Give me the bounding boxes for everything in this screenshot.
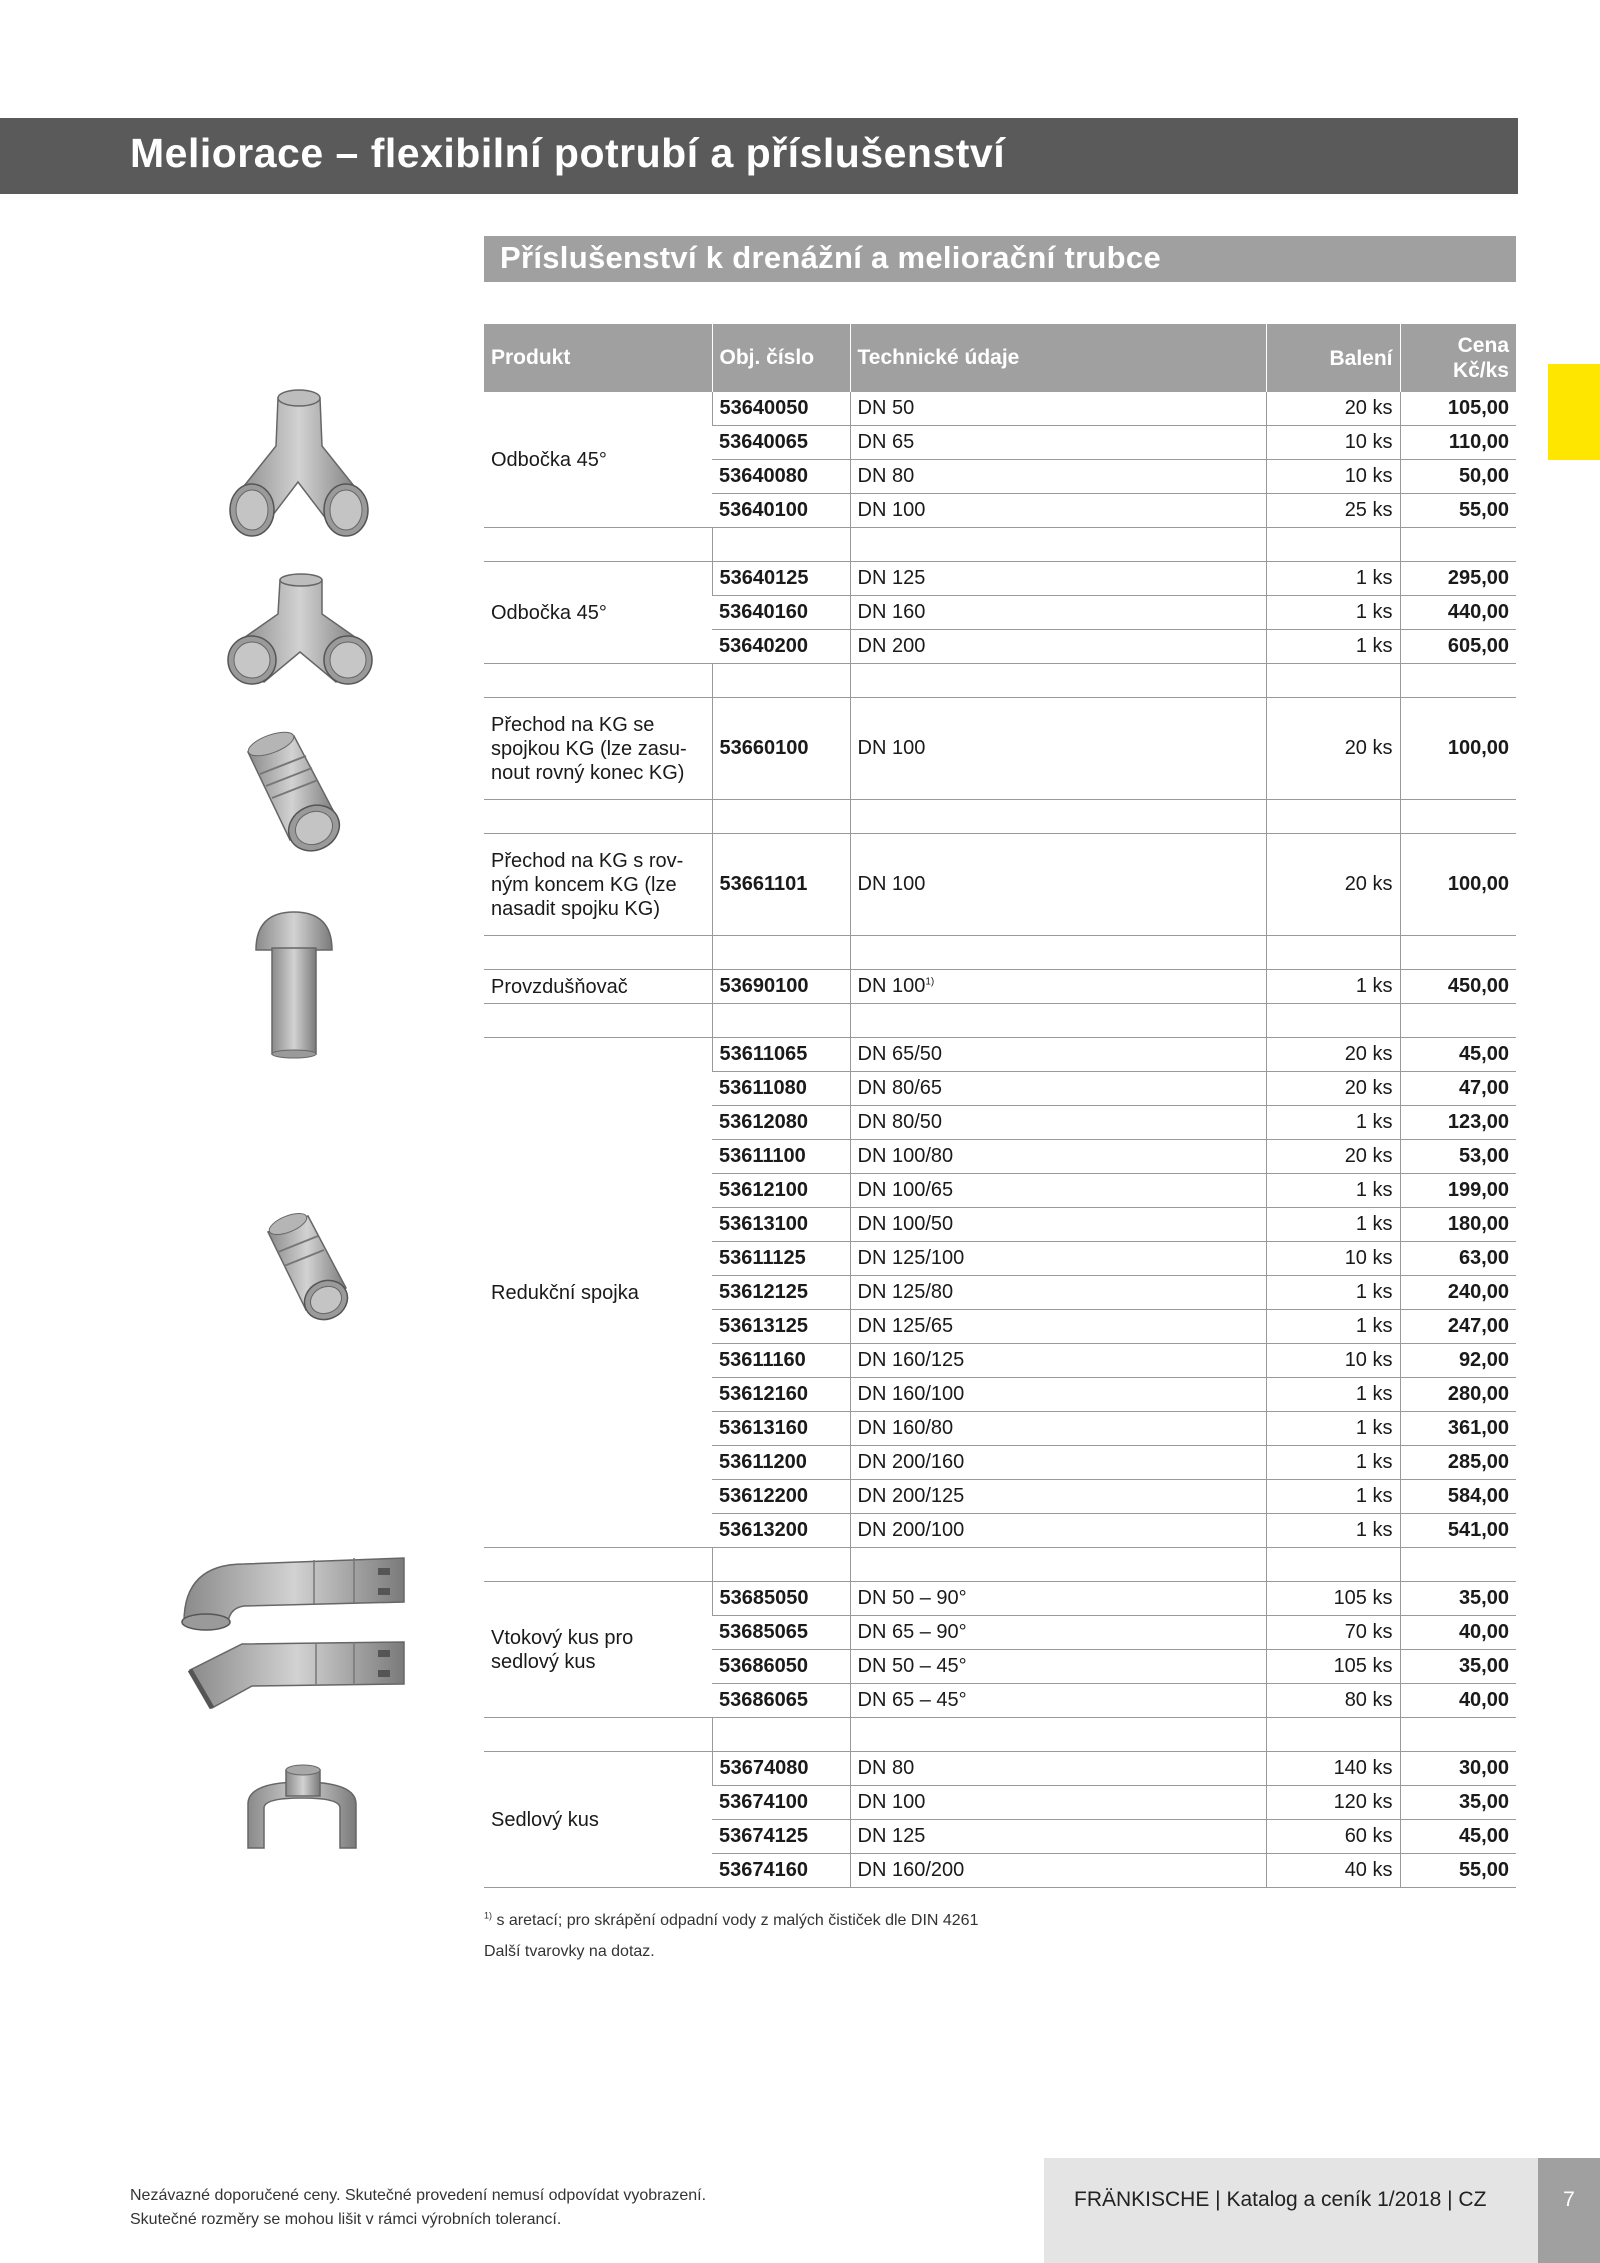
price-cell: 45,00 bbox=[1400, 1820, 1516, 1854]
saddle-piece-image bbox=[240, 1764, 364, 1854]
spacer-cell bbox=[850, 800, 1266, 834]
spacer-cell bbox=[484, 936, 712, 970]
packaging-cell: 40 ks bbox=[1266, 1854, 1400, 1888]
order-number-cell: 53640080 bbox=[712, 460, 850, 494]
order-number-cell: 53640200 bbox=[712, 630, 850, 664]
spacer-cell bbox=[850, 664, 1266, 698]
price-cell: 541,00 bbox=[1400, 1514, 1516, 1548]
tech-data-text: DN 125/80 bbox=[857, 1281, 954, 1303]
spacer-cell bbox=[1400, 528, 1516, 562]
spacer-cell bbox=[1400, 1718, 1516, 1752]
tech-data-text: DN 65/50 bbox=[857, 1043, 942, 1065]
tech-data-cell bbox=[850, 392, 1266, 426]
spacer-cell bbox=[1400, 664, 1516, 698]
packaging-cell: 1 ks bbox=[1266, 1412, 1400, 1446]
tech-data-cell bbox=[850, 494, 1266, 528]
packaging-cell: 20 ks bbox=[1266, 834, 1400, 936]
price-cell: 35,00 bbox=[1400, 1582, 1516, 1616]
tech-data-cell bbox=[850, 1038, 1266, 1072]
tech-data-cell bbox=[850, 596, 1266, 630]
packaging-cell: 1 ks bbox=[1266, 970, 1400, 1004]
tech-data-cell bbox=[850, 1752, 1266, 1786]
spacer-cell bbox=[1266, 1548, 1400, 1582]
packaging-cell: 1 ks bbox=[1266, 1310, 1400, 1344]
price-cell: 92,00 bbox=[1400, 1344, 1516, 1378]
order-number-cell: 53674100 bbox=[712, 1786, 850, 1820]
order-number-cell: 53660100 bbox=[712, 698, 850, 800]
page-number: 7 bbox=[1563, 2188, 1575, 2211]
price-cell: 53,00 bbox=[1400, 1140, 1516, 1174]
inlet-piece-90-image bbox=[174, 1552, 408, 1636]
order-number-cell: 53613200 bbox=[712, 1514, 850, 1548]
order-number-cell: 53612160 bbox=[712, 1378, 850, 1412]
table-row bbox=[484, 834, 1516, 936]
tech-data-cell bbox=[850, 1820, 1266, 1854]
price-cell: 30,00 bbox=[1400, 1752, 1516, 1786]
tech-data-cell bbox=[850, 1208, 1266, 1242]
packaging-cell: 20 ks bbox=[1266, 392, 1400, 426]
packaging-cell: 1 ks bbox=[1266, 1208, 1400, 1242]
tech-data-cell bbox=[850, 1514, 1266, 1548]
col-header-order-no: Obj. číslo bbox=[712, 324, 850, 392]
price-cell: 285,00 bbox=[1400, 1446, 1516, 1480]
tech-data-cell bbox=[850, 1344, 1266, 1378]
product-name-cell: Provzdušňovač bbox=[484, 970, 712, 1004]
packaging-cell: 1 ks bbox=[1266, 1446, 1400, 1480]
order-number-cell: 53674160 bbox=[712, 1854, 850, 1888]
tech-data-text: DN 100/80 bbox=[857, 1145, 954, 1167]
tech-data-text: DN 50 bbox=[857, 397, 915, 419]
packaging-cell: 20 ks bbox=[1266, 1072, 1400, 1106]
price-cell: 100,00 bbox=[1400, 834, 1516, 936]
order-number-cell: 53612200 bbox=[712, 1480, 850, 1514]
tech-data-text: DN 200 bbox=[857, 635, 926, 657]
order-number-cell: 53611100 bbox=[712, 1140, 850, 1174]
order-number-cell: 53612100 bbox=[712, 1174, 850, 1208]
price-cell: 584,00 bbox=[1400, 1480, 1516, 1514]
spacer-cell bbox=[484, 800, 712, 834]
tech-data-cell bbox=[850, 1106, 1266, 1140]
tech-data-text: DN 160 bbox=[857, 601, 926, 623]
packaging-cell: 1 ks bbox=[1266, 1106, 1400, 1140]
price-cell: 450,00 bbox=[1400, 970, 1516, 1004]
product-table-body bbox=[484, 392, 1516, 1888]
order-number-cell: 53611200 bbox=[712, 1446, 850, 1480]
spacer-cell bbox=[484, 1004, 712, 1038]
tech-data-cell bbox=[850, 460, 1266, 494]
section-bar bbox=[484, 236, 1516, 282]
order-number-cell: 53611080 bbox=[712, 1072, 850, 1106]
order-number-cell: 53661101 bbox=[712, 834, 850, 936]
order-number-cell: 53640125 bbox=[712, 562, 850, 596]
tech-data-text: DN 125 bbox=[857, 1825, 926, 1847]
packaging-cell: 1 ks bbox=[1266, 1480, 1400, 1514]
price-cell: 40,00 bbox=[1400, 1616, 1516, 1650]
price-cell: 110,00 bbox=[1400, 426, 1516, 460]
tech-data-cell bbox=[850, 1378, 1266, 1412]
packaging-cell: 20 ks bbox=[1266, 1038, 1400, 1072]
price-cell: 361,00 bbox=[1400, 1412, 1516, 1446]
order-number-cell: 53613125 bbox=[712, 1310, 850, 1344]
packaging-cell: 1 ks bbox=[1266, 1378, 1400, 1412]
footer-catalog-box bbox=[1044, 2158, 1538, 2263]
group-spacer-row bbox=[484, 800, 1516, 834]
group-spacer-row bbox=[484, 1718, 1516, 1752]
spacer-cell bbox=[712, 1548, 850, 1582]
spacer-cell bbox=[1266, 800, 1400, 834]
packaging-cell: 1 ks bbox=[1266, 1174, 1400, 1208]
tech-footnote-ref: 1) bbox=[925, 976, 935, 988]
spacer-cell bbox=[1266, 528, 1400, 562]
packaging-cell: 140 ks bbox=[1266, 1752, 1400, 1786]
packaging-cell: 120 ks bbox=[1266, 1786, 1400, 1820]
price-cell: 47,00 bbox=[1400, 1072, 1516, 1106]
price-cell: 280,00 bbox=[1400, 1378, 1516, 1412]
spacer-cell bbox=[1400, 936, 1516, 970]
tech-data-text: DN 50 – 90° bbox=[857, 1587, 967, 1609]
order-number-cell: 53686065 bbox=[712, 1684, 850, 1718]
spacer-cell bbox=[1266, 1718, 1400, 1752]
table-row bbox=[484, 698, 1516, 800]
price-cell: 55,00 bbox=[1400, 1854, 1516, 1888]
page-title: Meliorace – flexibilní potrubí a příslušenství bbox=[130, 130, 1006, 176]
price-cell: 100,00 bbox=[1400, 698, 1516, 800]
tech-data-cell bbox=[850, 1174, 1266, 1208]
disclaimer-line-1: Nezávazné doporučené ceny. Skutečné provedení nemusí odpovídat vyobrazení. bbox=[130, 2187, 707, 2204]
tech-data-cell bbox=[850, 1480, 1266, 1514]
packaging-cell: 1 ks bbox=[1266, 596, 1400, 630]
tech-data-text: DN 100 bbox=[857, 975, 926, 997]
price-cell: 247,00 bbox=[1400, 1310, 1516, 1344]
order-number-cell: 53611065 bbox=[712, 1038, 850, 1072]
packaging-cell: 70 ks bbox=[1266, 1616, 1400, 1650]
tech-data-text: DN 160/125 bbox=[857, 1349, 965, 1371]
more-fittings-note: Další tvarovky na dotaz. bbox=[484, 1943, 655, 1960]
tech-data-text: DN 160/80 bbox=[857, 1417, 954, 1439]
order-number-cell: 53613160 bbox=[712, 1412, 850, 1446]
tech-data-text: DN 125 bbox=[857, 567, 926, 589]
product-name-cell: Přechod na KG s rov-ným koncem KG (lze nasadit spojku KG) bbox=[484, 834, 712, 936]
section-tab-marker bbox=[1548, 364, 1600, 460]
order-number-cell: 53674080 bbox=[712, 1752, 850, 1786]
order-number-cell: 53640160 bbox=[712, 596, 850, 630]
kg-adapter-socket-image bbox=[240, 730, 344, 852]
packaging-cell: 25 ks bbox=[1266, 494, 1400, 528]
spacer-cell bbox=[484, 664, 712, 698]
tech-data-cell bbox=[850, 562, 1266, 596]
section-title: Příslušenství k drenážní a meliorační trubce bbox=[500, 240, 1161, 275]
tech-data-cell bbox=[850, 970, 1266, 1004]
price-cell: 440,00 bbox=[1400, 596, 1516, 630]
price-cell: 240,00 bbox=[1400, 1276, 1516, 1310]
order-number-cell: 53640100 bbox=[712, 494, 850, 528]
spacer-cell bbox=[850, 1718, 1266, 1752]
tech-data-text: DN 100 bbox=[857, 737, 926, 759]
tech-data-text: DN 80 bbox=[857, 465, 915, 487]
col-header-price bbox=[1400, 324, 1516, 392]
tech-data-cell bbox=[850, 1242, 1266, 1276]
tech-data-cell bbox=[850, 1412, 1266, 1446]
col-header-price-line2: Kč/ks bbox=[1452, 359, 1509, 382]
packaging-cell: 80 ks bbox=[1266, 1684, 1400, 1718]
tech-data-text: DN 65 – 45° bbox=[857, 1689, 967, 1711]
price-cell: 180,00 bbox=[1400, 1208, 1516, 1242]
spacer-cell bbox=[712, 528, 850, 562]
group-spacer-row bbox=[484, 1548, 1516, 1582]
group-spacer-row bbox=[484, 1004, 1516, 1038]
wye-branch-small-image bbox=[226, 386, 374, 546]
table-row bbox=[484, 562, 1516, 596]
tech-data-cell bbox=[850, 1582, 1266, 1616]
product-name-cell: Odbočka 45° bbox=[484, 392, 712, 528]
footnote-text: s aretací; pro skrápění odpadní vody z malých čističek dle DIN 4261 bbox=[492, 1912, 979, 1929]
price-cell: 123,00 bbox=[1400, 1106, 1516, 1140]
spacer-cell bbox=[1400, 1004, 1516, 1038]
tech-data-text: DN 125/65 bbox=[857, 1315, 954, 1337]
spacer-cell bbox=[1266, 936, 1400, 970]
price-cell: 199,00 bbox=[1400, 1174, 1516, 1208]
order-number-cell: 53686050 bbox=[712, 1650, 850, 1684]
price-cell: 35,00 bbox=[1400, 1650, 1516, 1684]
price-cell: 295,00 bbox=[1400, 562, 1516, 596]
tech-data-cell bbox=[850, 630, 1266, 664]
reducer-coupling-image bbox=[262, 1212, 352, 1322]
tech-data-cell bbox=[850, 1276, 1266, 1310]
tech-data-text: DN 125/100 bbox=[857, 1247, 965, 1269]
table-header-row bbox=[484, 324, 1516, 392]
tech-data-text: DN 160/100 bbox=[857, 1383, 965, 1405]
product-name-cell: Přechod na KG se spojkou KG (lze zasu-nout rovný konec KG) bbox=[484, 698, 712, 800]
spacer-cell bbox=[1400, 800, 1516, 834]
packaging-cell: 1 ks bbox=[1266, 630, 1400, 664]
spacer-cell bbox=[850, 1004, 1266, 1038]
order-number-cell: 53612125 bbox=[712, 1276, 850, 1310]
product-name-cell: Odbočka 45° bbox=[484, 562, 712, 664]
tech-data-cell bbox=[850, 1854, 1266, 1888]
table-row bbox=[484, 1582, 1516, 1616]
product-name-cell: Vtokový kus pro sedlový kus bbox=[484, 1582, 712, 1718]
order-number-cell: 53611160 bbox=[712, 1344, 850, 1378]
spacer-cell bbox=[1266, 1004, 1400, 1038]
order-number-cell: 53685050 bbox=[712, 1582, 850, 1616]
order-number-cell: 53674125 bbox=[712, 1820, 850, 1854]
packaging-cell: 10 ks bbox=[1266, 460, 1400, 494]
tech-data-text: DN 100/65 bbox=[857, 1179, 954, 1201]
tech-data-cell bbox=[850, 1616, 1266, 1650]
group-spacer-row bbox=[484, 664, 1516, 698]
table-row bbox=[484, 392, 1516, 426]
tech-data-text: DN 200/125 bbox=[857, 1485, 965, 1507]
spacer-cell bbox=[712, 1004, 850, 1038]
table-row bbox=[484, 1038, 1516, 1072]
tech-data-text: DN 80/50 bbox=[857, 1111, 942, 1133]
order-number-cell: 53612080 bbox=[712, 1106, 850, 1140]
tech-data-text: DN 100 bbox=[857, 499, 926, 521]
spacer-cell bbox=[484, 528, 712, 562]
price-cell: 605,00 bbox=[1400, 630, 1516, 664]
tech-data-cell bbox=[850, 1650, 1266, 1684]
tech-data-text: DN 65 – 90° bbox=[857, 1621, 967, 1643]
tech-data-text: DN 65 bbox=[857, 431, 915, 453]
packaging-cell: 10 ks bbox=[1266, 1242, 1400, 1276]
footnote-mark: 1) bbox=[484, 1910, 493, 1921]
product-name-cell: Redukční spojka bbox=[484, 1038, 712, 1548]
packaging-cell: 20 ks bbox=[1266, 1140, 1400, 1174]
aerator-image bbox=[252, 908, 336, 1060]
group-spacer-row bbox=[484, 936, 1516, 970]
tech-data-text: DN 50 – 45° bbox=[857, 1655, 967, 1677]
col-header-product: Produkt bbox=[484, 324, 712, 392]
tech-data-cell bbox=[850, 1072, 1266, 1106]
spacer-cell bbox=[712, 800, 850, 834]
tech-data-cell bbox=[850, 1140, 1266, 1174]
price-cell: 63,00 bbox=[1400, 1242, 1516, 1276]
price-cell: 40,00 bbox=[1400, 1684, 1516, 1718]
price-cell: 45,00 bbox=[1400, 1038, 1516, 1072]
spacer-cell bbox=[484, 1548, 712, 1582]
col-header-price-line1: Cena bbox=[1457, 334, 1509, 357]
packaging-cell: 60 ks bbox=[1266, 1820, 1400, 1854]
packaging-cell: 10 ks bbox=[1266, 426, 1400, 460]
spacer-cell bbox=[712, 1718, 850, 1752]
disclaimer-line-2: Skutečné rozměry se mohou lišit v rámci výrobních tolerancí. bbox=[130, 2211, 562, 2228]
table-row bbox=[484, 1752, 1516, 1786]
price-cell: 55,00 bbox=[1400, 494, 1516, 528]
packaging-cell: 105 ks bbox=[1266, 1582, 1400, 1616]
tech-data-cell bbox=[850, 1786, 1266, 1820]
spacer-cell bbox=[712, 936, 850, 970]
packaging-cell: 20 ks bbox=[1266, 698, 1400, 800]
wye-branch-large-image bbox=[226, 572, 374, 690]
footer-catalog: FRÄNKISCHE | Katalog a ceník 1/2018 | CZ bbox=[1074, 2188, 1487, 2211]
tech-data-text: DN 200/100 bbox=[857, 1519, 965, 1541]
spacer-cell bbox=[850, 936, 1266, 970]
price-cell: 105,00 bbox=[1400, 392, 1516, 426]
spacer-cell bbox=[484, 1718, 712, 1752]
tech-data-text: DN 100/50 bbox=[857, 1213, 954, 1235]
col-header-pack: Balení bbox=[1266, 324, 1400, 392]
footnote bbox=[484, 1912, 978, 1930]
tech-data-text: DN 160/200 bbox=[857, 1859, 965, 1881]
price-cell: 35,00 bbox=[1400, 1786, 1516, 1820]
product-name-cell: Sedlový kus bbox=[484, 1752, 712, 1888]
title-bar bbox=[0, 118, 1518, 194]
packaging-cell: 105 ks bbox=[1266, 1650, 1400, 1684]
tech-data-text: DN 100 bbox=[857, 1791, 926, 1813]
page-number-box bbox=[1538, 2158, 1600, 2263]
tech-data-text: DN 200/160 bbox=[857, 1451, 965, 1473]
spacer-cell bbox=[1266, 664, 1400, 698]
tech-data-text: DN 80 bbox=[857, 1757, 915, 1779]
order-number-cell: 53685065 bbox=[712, 1616, 850, 1650]
tech-data-cell bbox=[850, 1684, 1266, 1718]
spacer-cell bbox=[850, 1548, 1266, 1582]
tech-data-cell bbox=[850, 698, 1266, 800]
col-header-tech: Technické údaje bbox=[850, 324, 1266, 392]
tech-data-cell bbox=[850, 426, 1266, 460]
tech-data-text: DN 80/65 bbox=[857, 1077, 942, 1099]
order-number-cell: 53690100 bbox=[712, 970, 850, 1004]
packaging-cell: 1 ks bbox=[1266, 1276, 1400, 1310]
order-number-cell: 53640050 bbox=[712, 392, 850, 426]
tech-data-cell bbox=[850, 1310, 1266, 1344]
packaging-cell: 1 ks bbox=[1266, 562, 1400, 596]
spacer-cell bbox=[850, 528, 1266, 562]
tech-data-text: DN 100 bbox=[857, 873, 926, 895]
price-cell: 50,00 bbox=[1400, 460, 1516, 494]
packaging-cell: 10 ks bbox=[1266, 1344, 1400, 1378]
order-number-cell: 53611125 bbox=[712, 1242, 850, 1276]
tech-data-cell bbox=[850, 1446, 1266, 1480]
product-table bbox=[484, 324, 1516, 1888]
inlet-piece-45-image bbox=[182, 1636, 408, 1710]
order-number-cell: 53613100 bbox=[712, 1208, 850, 1242]
packaging-cell: 1 ks bbox=[1266, 1514, 1400, 1548]
table-row bbox=[484, 970, 1516, 1004]
group-spacer-row bbox=[484, 528, 1516, 562]
spacer-cell bbox=[1400, 1548, 1516, 1582]
tech-data-cell bbox=[850, 834, 1266, 936]
spacer-cell bbox=[712, 664, 850, 698]
footer-disclaimer bbox=[130, 2184, 706, 2232]
order-number-cell: 53640065 bbox=[712, 426, 850, 460]
